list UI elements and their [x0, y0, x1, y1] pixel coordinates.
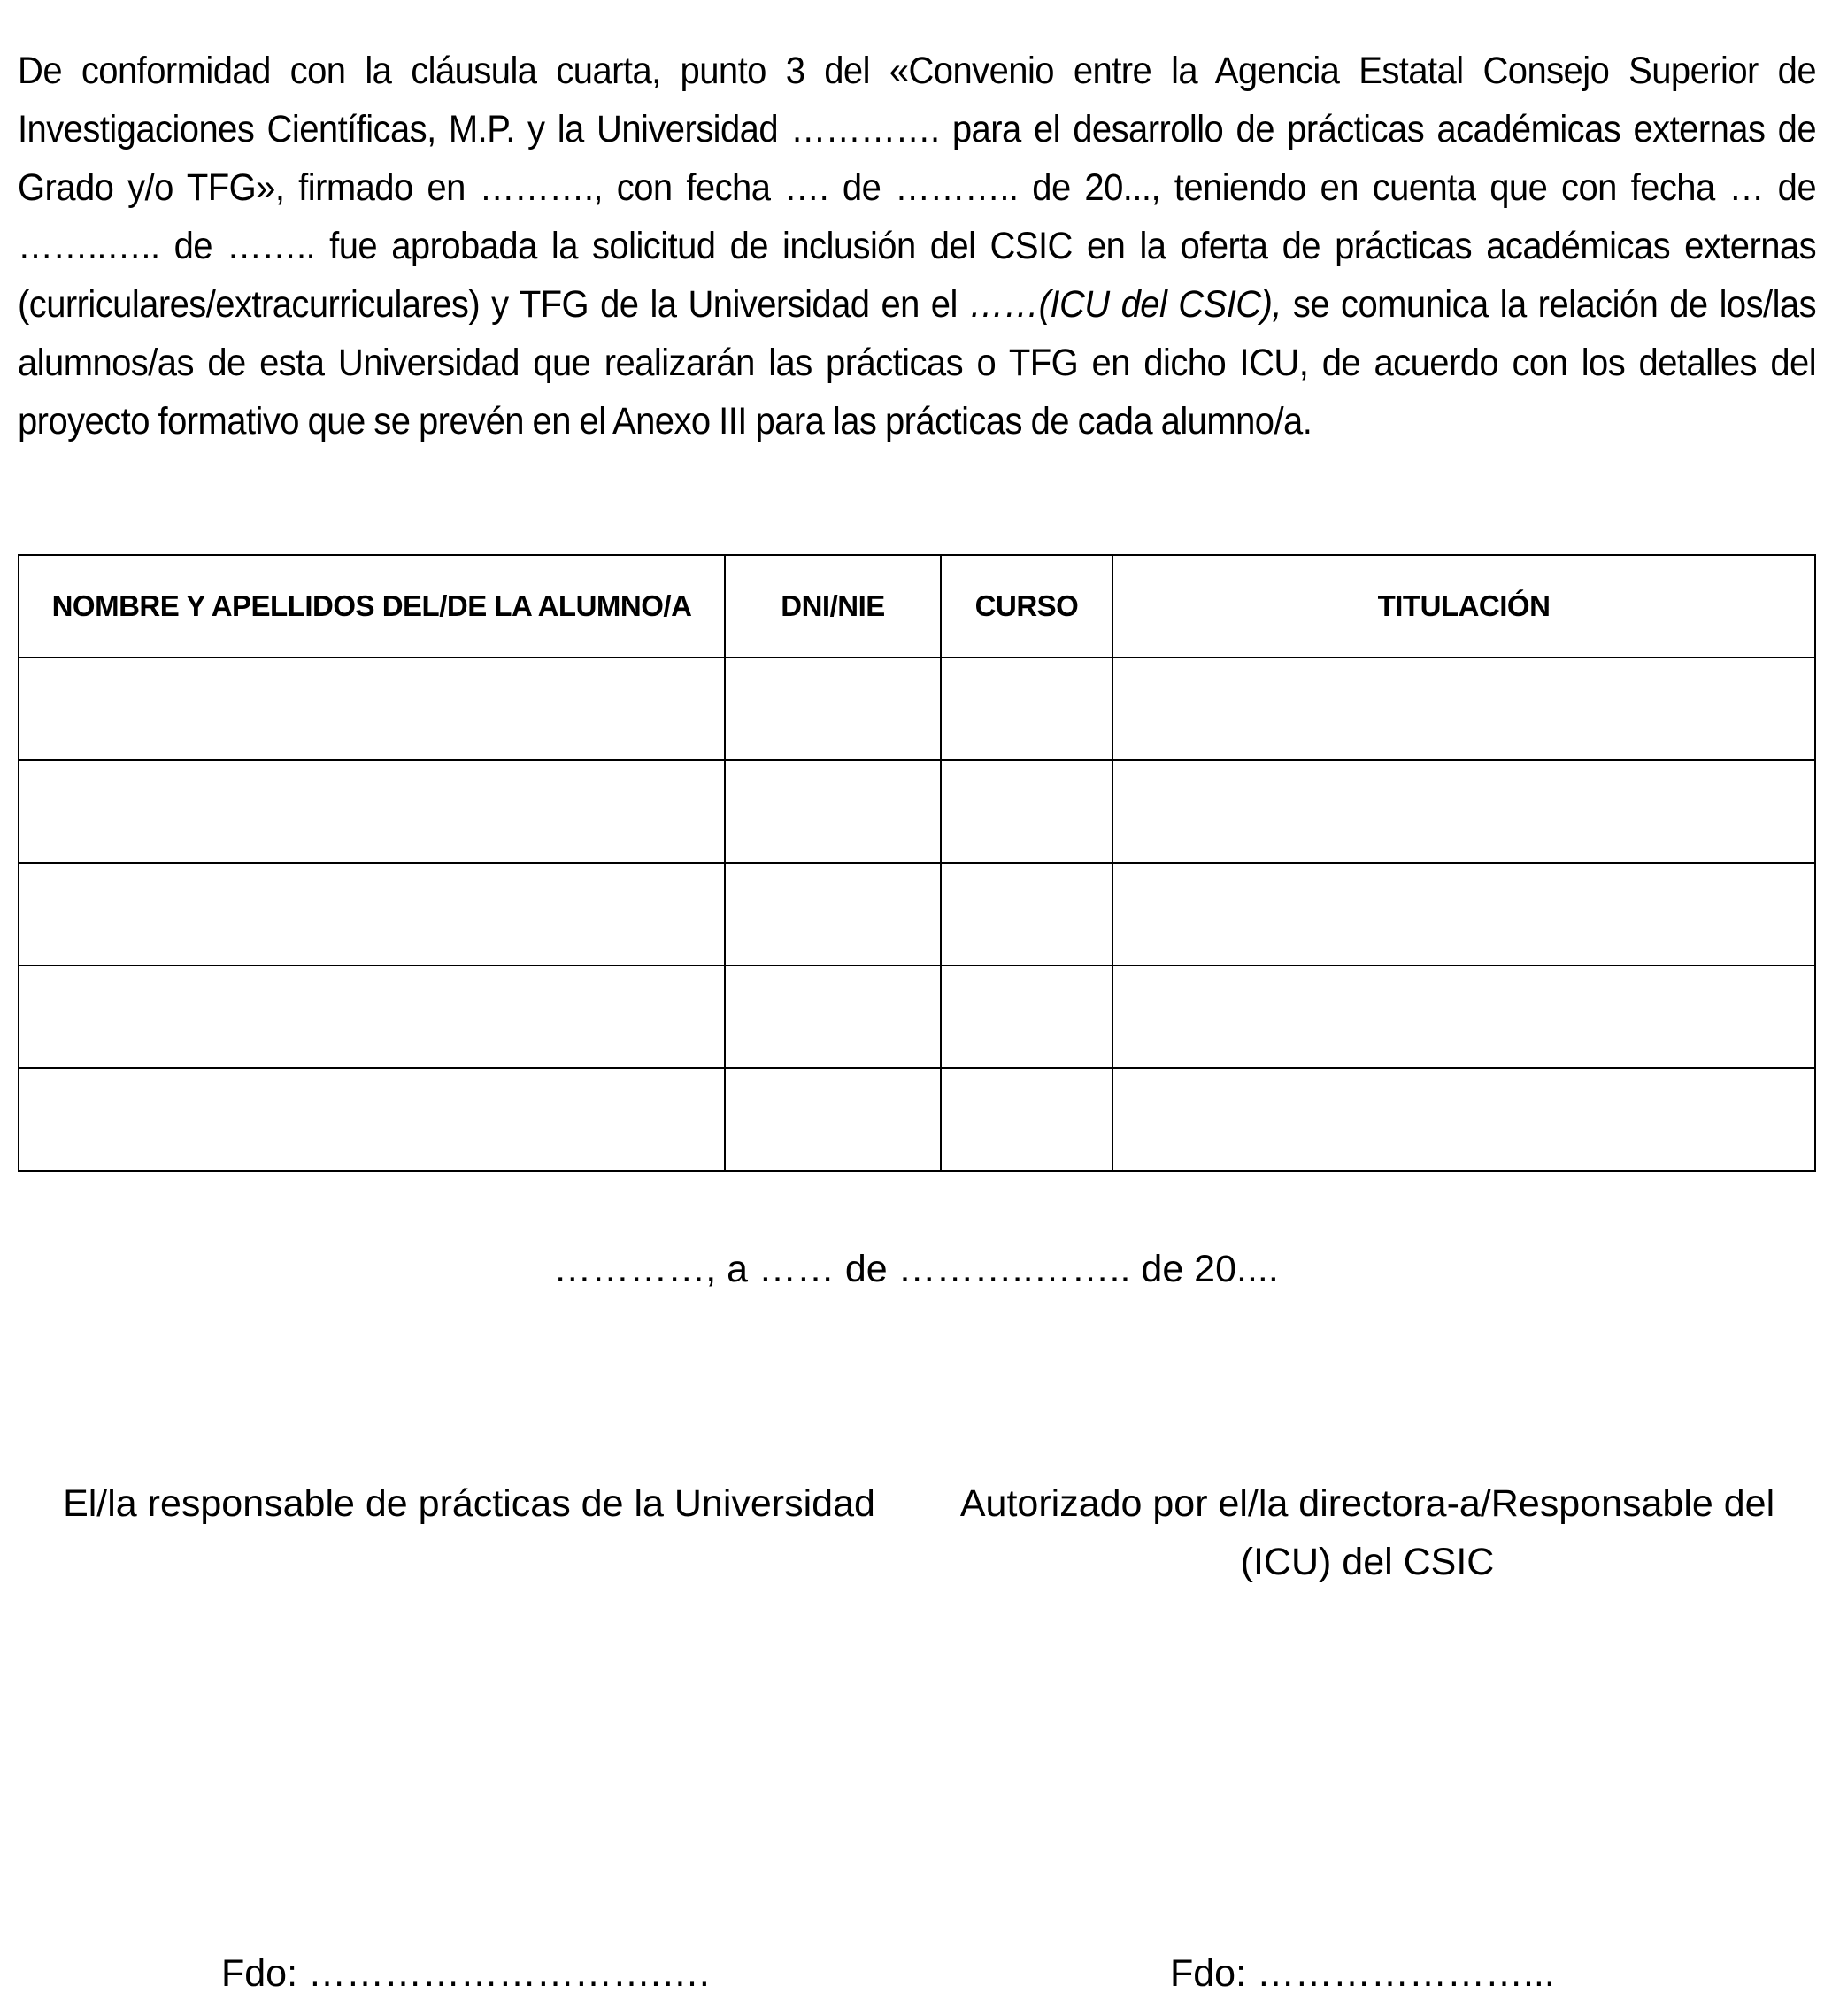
table-row [19, 966, 1815, 1068]
cell-name[interactable] [19, 760, 725, 863]
students-table [18, 554, 1816, 1172]
header-curso: CURSO [941, 555, 1112, 658]
place-date-line: …………, a …… de ………..…….. de 20.... [553, 1248, 1279, 1290]
table-row [19, 1068, 1815, 1171]
cell-name[interactable] [19, 863, 725, 966]
cell-dni[interactable] [725, 1068, 941, 1171]
cell-titulacion[interactable] [1112, 658, 1815, 760]
table-row [19, 658, 1815, 760]
cell-name[interactable] [19, 658, 725, 760]
intro-text-italic: ……(ICU del CSIC), [968, 283, 1282, 326]
table-row [19, 863, 1815, 966]
intro-text-before: De conformidad con la cláusula cuarta, punto 3 del «Convenio entre la Agencia Estatal Consejo Superior de Investigaciones Científicas, M.P. y la Universidad …………. para el desarrollo de prácticas académicas externas de Grado y/o TFG», firmado en ………., con fecha …. de ……….. de 20..., teniendo en cuenta que con fecha … de ……..….. de …….. fue aprobada la solicitud de inclusión del CSIC en la oferta de prácticas académicas externas (curriculares/extracurriculares) y TFG de la Universidad en el [18, 50, 1817, 326]
intro-paragraph [18, 42, 1816, 450]
signature-title-university [53, 1474, 885, 1533]
signature-title-csic [956, 1474, 1779, 1591]
header-name: NOMBRE Y APELLIDOS DEL/DE LA ALUMNO/A [19, 555, 725, 658]
cell-dni[interactable] [725, 658, 941, 760]
cell-curso[interactable] [941, 863, 1112, 966]
signature-title-csic-line1: Autorizado por el/la directora-a/Responsable del [959, 1482, 1775, 1525]
signature-title-university-text: El/la responsable de prácticas de la Universidad [63, 1482, 875, 1525]
signature-line-university: Fdo: ……………………….…. [221, 1952, 710, 1995]
intro-text-after: se comunica la relación de los/las alumnos/as de esta Universidad que realizarán las prácticas o TFG en dicho ICU, de acuerdo con los detalles del proyecto formativo que se prevén en el Anexo III para las prácticas de cada alumno/a. [18, 283, 1817, 442]
cell-titulacion[interactable] [1112, 966, 1815, 1068]
cell-curso[interactable] [941, 658, 1112, 760]
cell-titulacion[interactable] [1112, 863, 1815, 966]
signature-line-csic: Fdo: …………………... [1170, 1952, 1555, 1995]
table-row [19, 760, 1815, 863]
signature-title-csic-line2: (ICU) del CSIC [1240, 1541, 1495, 1583]
cell-dni[interactable] [725, 966, 941, 1068]
cell-dni[interactable] [725, 760, 941, 863]
cell-name[interactable] [19, 1068, 725, 1171]
header-titulacion: TITULACIÓN [1112, 555, 1815, 658]
cell-titulacion[interactable] [1112, 760, 1815, 863]
cell-dni[interactable] [725, 863, 941, 966]
cell-name[interactable] [19, 966, 725, 1068]
header-dni: DNI/NIE [725, 555, 941, 658]
cell-titulacion[interactable] [1112, 1068, 1815, 1171]
table-header-row [19, 555, 1815, 658]
cell-curso[interactable] [941, 966, 1112, 1068]
cell-curso[interactable] [941, 760, 1112, 863]
cell-curso[interactable] [941, 1068, 1112, 1171]
